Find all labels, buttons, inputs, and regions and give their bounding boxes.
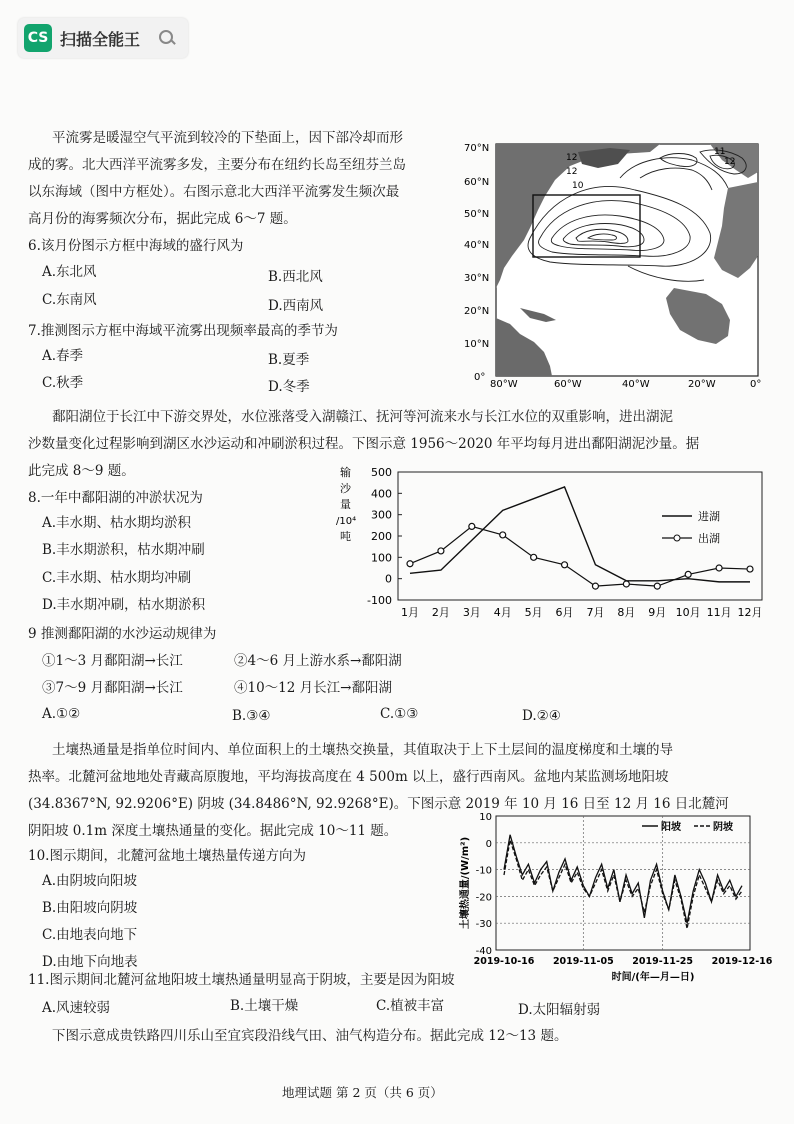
sediment-xtick-label: 7月 [586, 606, 605, 619]
sediment-ylabel-1: 输 [340, 466, 351, 479]
soil-ylabel: 土壤热通量/(W/m²) [460, 836, 471, 930]
sediment-ytick-label: 100 [371, 551, 392, 565]
sediment-ytick-label: 200 [371, 530, 392, 543]
contour-label: 11 [714, 147, 726, 157]
sec2-line-1: 鄱阳湖位于长江中下游交界处，水位涨落受入湖赣江、抚河等河流来水与长江水位的双重影响，进出湖泥 [52, 409, 673, 425]
q9-option-d[interactable]: D.②④ [522, 708, 561, 724]
soil-xtick-label: 2019-12-16 [711, 956, 773, 967]
svg-text:20°W: 20°W [688, 379, 716, 390]
lon-labels [490, 379, 761, 390]
q8-option-d[interactable]: D.丰水期冲刷，枯水期淤积 [42, 597, 206, 613]
sec2-line-2: 沙数量变化过程影响到湖区水沙运动和冲刷淤积过程。下图示意 1956～2020 年平均每月进出鄱阳湖泥沙量。据 [28, 436, 700, 452]
fog-frequency-map [460, 138, 770, 390]
series-outflow-point [438, 548, 444, 554]
series-outflow-point [592, 583, 598, 589]
sediment-ytick-label: 300 [371, 508, 392, 522]
svg-text:0°: 0° [474, 372, 486, 383]
legend-outflow-marker [674, 535, 680, 541]
sediment-ylabel-2: 沙 [340, 482, 351, 495]
sediment-xtick-label: 12月 [737, 606, 763, 619]
soil-ytick-label: -40 [475, 946, 492, 957]
legend-inflow-label: 进湖 [698, 510, 720, 523]
svg-text:60°N: 60°N [464, 177, 490, 188]
series-outflow-point [407, 561, 413, 567]
soil-xlabel: 时间/(年—月—日) [611, 972, 695, 983]
sec3-line-4: 阴阳坡 0.1m 深度土壤热通量的变化。据此完成 10～11 题。 [28, 823, 398, 839]
q9-stem: 9 推测鄱阳湖的水沙运动规律为 [28, 626, 217, 642]
sec1-line-1: 平流雾是暖湿空气平流到较冷的下垫面上，因下部冷却而形 [52, 130, 403, 146]
soil-xtick-label: 2019-11-25 [632, 956, 694, 967]
sec3-line-1: 土壤热通量是指单位时间内、单位面积上的土壤热交换量，其值取决于上下土层间的温度梯度和土壤的导 [52, 742, 673, 758]
sec2-line-3: 此完成 8～9 题。 [28, 463, 135, 479]
svg-text:30°N: 30°N [464, 273, 490, 284]
series-outflow-point [623, 581, 629, 587]
contour-label: 10 [572, 181, 584, 191]
q11-option-b[interactable]: B.土壤干燥 [230, 998, 299, 1014]
series-outflow-point [685, 571, 691, 577]
page-footer: 地理试题 第 2 页（共 6 页） [282, 1085, 443, 1100]
sec1-line-4: 高月份的海雾频次分布，据此完成 6～7 题。 [28, 211, 297, 227]
svg-text:60°W: 60°W [554, 379, 582, 390]
series-outflow-point [716, 565, 722, 571]
q11-option-d[interactable]: D.太阳辐射弱 [518, 1002, 601, 1018]
sediment-ylabel-3: 量 [340, 498, 351, 511]
q9-item-1: ①1～3 月鄱阳湖→长江 [42, 653, 183, 669]
svg-text:70°N: 70°N [464, 143, 490, 154]
app-badge[interactable] [18, 18, 188, 58]
q9-option-c[interactable]: C.①③ [380, 706, 419, 722]
q7-option-d[interactable]: D.冬季 [268, 379, 310, 395]
sec1-line-3: 以东海域（图中方框处）。右图示意北大西洋平流雾发生频次最 [28, 184, 400, 200]
svg-text:40°W: 40°W [622, 379, 650, 390]
q6-option-a[interactable]: A.东北风 [42, 264, 97, 280]
legend-sunny-label: 阳坡 [661, 822, 681, 833]
q8-stem: 8.一年中鄱阳湖的冲淤状况为 [28, 490, 203, 506]
soil-ytick-label: 0 [485, 838, 492, 850]
series-outflow-point [531, 554, 537, 560]
q8-option-a[interactable]: A.丰水期、枯水期均淤积 [42, 515, 192, 531]
sediment-chart [330, 462, 770, 632]
soil-ytick-label: -30 [475, 919, 492, 931]
series-outflow-point [654, 583, 660, 589]
q9-option-a[interactable]: A.①② [42, 706, 81, 722]
sediment-xtick-label: 1月 [401, 606, 419, 619]
sediment-ylabel-5: 吨 [340, 530, 351, 543]
q9-option-b[interactable]: B.③④ [232, 708, 271, 724]
q8-option-c[interactable]: C.丰水期、枯水期均冲刷 [42, 570, 192, 586]
contour-label: 12 [566, 167, 578, 177]
svg-text:10°N: 10°N [464, 339, 490, 350]
soil-heat-flux-chart [456, 808, 773, 990]
sediment-xtick-label: 9月 [648, 606, 667, 619]
svg-text:40°N: 40°N [464, 240, 490, 251]
sediment-xtick-label: 8月 [617, 606, 636, 619]
sediment-ytick-label: -100 [367, 594, 392, 607]
sediment-xtick-label: 11月 [706, 606, 732, 619]
q9-item-3: ③7～9 月鄱阳湖→长江 [42, 680, 183, 696]
q9-item-4: ④10～12 月长江→鄱阳湖 [234, 680, 392, 696]
sediment-ylabel-4: /10⁴ [336, 516, 357, 527]
q7-option-a[interactable]: A.春季 [42, 348, 84, 364]
sec1-line-2: 成的雾。北大西洋平流雾多发，主要分布在纽约长岛至纽芬兰岛 [28, 157, 406, 173]
sediment-ytick-label: 400 [371, 487, 392, 501]
svg-text:0°: 0° [750, 379, 762, 390]
q6-option-d[interactable]: D.西南风 [268, 298, 324, 314]
lat-labels [464, 143, 489, 383]
legend-outflow-label: 出湖 [698, 532, 720, 545]
series-outflow-point [562, 562, 568, 568]
q11-option-a[interactable]: A.风速较弱 [42, 1000, 111, 1016]
series-outflow-point [500, 532, 506, 538]
q10-stem: 10.图示期间，北麓河盆地土壤热量传递方向为 [28, 848, 306, 864]
svg-text:20°N: 20°N [464, 306, 490, 317]
q7-stem: 7.推测图示方框中海域平流雾出现频率最高的季节为 [28, 323, 338, 339]
q7-option-b[interactable]: B.夏季 [268, 352, 310, 368]
series-outflow-point [469, 523, 475, 529]
q9-item-2: ②4～6 月上游水系→鄱阳湖 [234, 653, 402, 669]
contour-label: 12 [566, 153, 578, 163]
sediment-xtick-label: 4月 [493, 606, 512, 619]
search-icon[interactable] [158, 29, 176, 47]
sec3-line-2: 热率。北麓河盆地地处青藏高原腹地，平均海拔高度在 4 500m 以上，盛行西南风。盆地内某监测场地阳坡 [28, 769, 669, 785]
sediment-xtick-label: 5月 [524, 606, 543, 619]
app-name: 扫描全能王 [60, 29, 141, 49]
q10-option-b[interactable]: B.由阳坡向阴坡 [42, 900, 138, 916]
contour-label: 12 [724, 157, 736, 167]
legend-shady-label: 阴坡 [713, 822, 733, 833]
svg-text:80°W: 80°W [490, 379, 518, 390]
sediment-ytick-label: 500 [371, 466, 392, 479]
sec4-line: 下图示意成贵铁路四川乐山至宜宾段沿线气田、油气构造分布。据此完成 12～13 题。 [52, 1028, 568, 1044]
svg-text:50°N: 50°N [464, 209, 490, 220]
q7-option-c[interactable]: C.秋季 [42, 375, 84, 391]
q11-option-c[interactable]: C.植被丰富 [376, 998, 445, 1014]
q10-option-c[interactable]: C.由地表向地下 [42, 927, 138, 943]
sediment-xtick-label: 10月 [675, 606, 701, 619]
q6-option-b[interactable]: B.西北风 [268, 269, 323, 285]
soil-ytick-label: 10 [479, 812, 492, 823]
series-outflow-point [747, 566, 753, 572]
series-sunny-slope-line [504, 835, 742, 923]
q6-stem: 6.该月份图示方框中海域的盛行风为 [28, 238, 244, 254]
q10-option-d[interactable]: D.由地下向地表 [42, 954, 138, 970]
soil-xtick-label: 2019-11-05 [552, 956, 614, 967]
soil-xtick-label: 2019-10-16 [473, 956, 535, 967]
app-logo-icon: CS [24, 24, 52, 52]
q6-option-c[interactable]: C.东南风 [42, 292, 97, 308]
sediment-ytick-label: 0 [385, 572, 392, 586]
q11-stem: 11.图示期间北麓河盆地阳坡土壤热通量明显高于阴坡，主要是因为阳坡 [28, 972, 455, 988]
sediment-xtick-label: 6月 [555, 606, 574, 619]
soil-ytick-label: -20 [475, 892, 492, 904]
sediment-xtick-label: 3月 [462, 606, 481, 619]
q10-option-a[interactable]: A.由阴坡向阳坡 [42, 873, 138, 889]
sediment-xtick-label: 2月 [431, 606, 450, 619]
soil-ytick-label: -10 [475, 865, 492, 877]
sec3-line-3: (34.8367°N, 92.9206°E) 阴坡 (34.8486°N, 92.9268°E)。下图示意 2019 年 10 月 16 日至 12 月 16 日北麓河 [28, 796, 729, 812]
q8-option-b[interactable]: B.丰水期淤积，枯水期冲刷 [42, 542, 205, 558]
